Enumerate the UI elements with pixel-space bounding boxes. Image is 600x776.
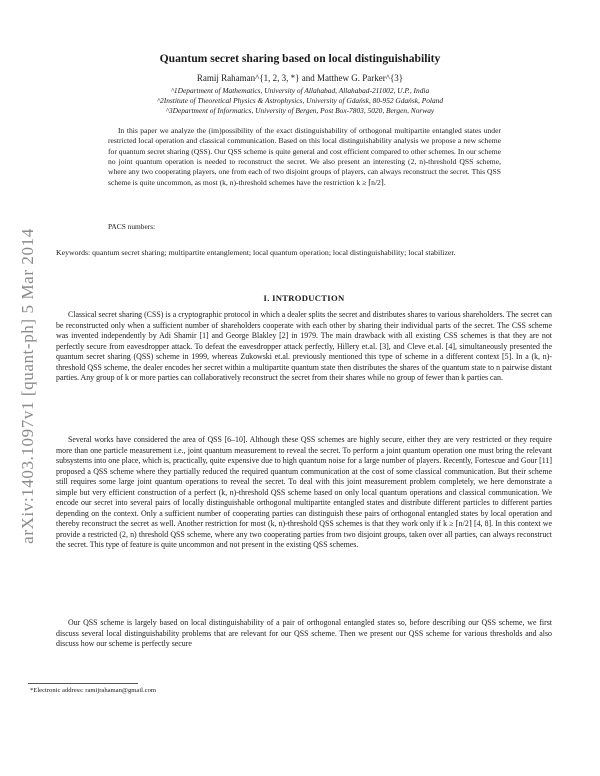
intro-paragraph-3: Our QSS scheme is largely based on local distinguishability of a pair of orthogonal entangled states so, before describing our QSS scheme, we first discuss several local distinguishability problems that are relevant for our QSS scheme. Then we present our QSS scheme for various thresholds and also discuss how our scheme is perfectly secure <box>56 618 552 649</box>
intro-paragraph-2: Several works have considered the area of QSS [6–10]. Although these QSS schemes are highly secure, either they are very restricted or they require more than one particle measurement i.e., joint quantum measurement to reveal the secret. To perform a joint quantum operation one must bring the relevant subsystems into one place, which is, practically, quite expensive due to high quantum noise for a large number of players. Recently, Fortescue and Gour [11] proposed a QSS scheme where they partially reduced the required quantum communication at the cost of some classical communication. But their scheme still requires some large joint quantum operations to reveal the secret. To deal with this joint measurement problem completely, we here demonstrate a simple but very efficient construction of a perfect (k, n)-threshold QSS scheme based on only local quantum operations and classical communication. We encode our secret into several pairs of locally distinguishable orthogonal multipartite entangled states and distribute different particles to different parties depending on the context. Only a sufficient number of cooperating parties can distinguish these pairs of orthogonal entangled states by local operation and thereby reconstruct the secret as well. Another restriction for most (k, n)-threshold QSS schemes is that they work only if k ≥ ⌈n/2⌉ [4, 8]. In this context we provide a restricted (2, n) threshold QSS scheme, where any two cooperating parties from two disjoint groups, taken over all parties, can always reconstruct the secret. This type of feature is quite uncommon and not present in the existing QSS schemes. <box>56 435 552 550</box>
abstract <box>108 126 501 188</box>
abstract-text: In this paper we analyze the (im)possibility of the exact distinguishability of orthogonal multipartite entangled states under restricted local operation and classical communication. Based on this local distinguishability analysis we propose a new scheme for quantum secret sharing (QSS). Our QSS scheme is quite general and cost efficient compared to other schemes. In our scheme no joint quantum operation is needed to reconstruct the secret. We also present an interesting (2, n)-threshold QSS scheme, where any two cooperating players, one from each of two disjoint groups of players, can always reconstruct the secret. This QSS scheme is quite uncommon, as most (k, n)-threshold schemes have the restriction k ≥ ⌈n/2⌉. <box>108 126 501 187</box>
affiliation-2: ^2Institute of Theoretical Physics & Astrophysics, University of Gdańsk, 80-952 Gdańsk, Poland <box>156 96 444 105</box>
footnote: *Electronic address: ramijrahaman@gmail.com <box>30 687 156 694</box>
footnote-rule <box>28 683 138 684</box>
author-list: Ramij Rahaman^{1, 2, 3, *} and Matthew G. Parker^{3} <box>196 73 404 83</box>
section-heading: I. INTRODUCTION <box>263 293 345 303</box>
affiliation-3: ^3Department of Informatics, University of Bergen, Post Box-7803, 5020, Bergen, Norway <box>165 106 435 115</box>
affiliation-1: ^1Department of Mathematics, University of Allahabad, Allahabad-211002, U.P., India <box>170 86 430 95</box>
arxiv-stamp: arXiv:1403.1097v1 [quant-ph] 5 Mar 2014 <box>18 228 37 544</box>
pacs-numbers: PACS numbers: <box>108 222 156 231</box>
paper-title: Quantum secret sharing based on local distinguishability <box>159 52 441 65</box>
keywords: Keywords: quantum secret sharing; multipartite entanglement; local quantum operation; local distinguishability; local stabilizer. <box>56 248 456 257</box>
intro-paragraph-1: Classical secret sharing (CSS) is a cryptographic protocol in which a dealer splits the secret and distributes shares to various shareholders. The secret can be reconstructed only when a sufficient number of shareholders cooperate with each other by sharing their individual parts of the secret. The CSS scheme was invented independently by Adi Shamir [1] and George Blakley [2] in 1979. The main drawback with all existing CSS schemes is that they are not perfectly secure from eavesdropper attack. To defeat the eavesdropper attack perfectly, Hillery et.al. [3], and Cleve et.al. [4], simultaneously presented the quantum secret sharing (QSS) scheme in 1999, whereas Zukowski et.al. previously mentioned this type of scheme in a different context [5]. In a (k, n)-threshold QSS scheme, the dealer encodes her secret within a multipartite quantum state then distributes the shares of the quantum state to n pairwise distant parties. Any group of k or more parties can collaboratively reconstruct the secret from their shares while no group of fewer than k parties can. <box>56 310 552 383</box>
